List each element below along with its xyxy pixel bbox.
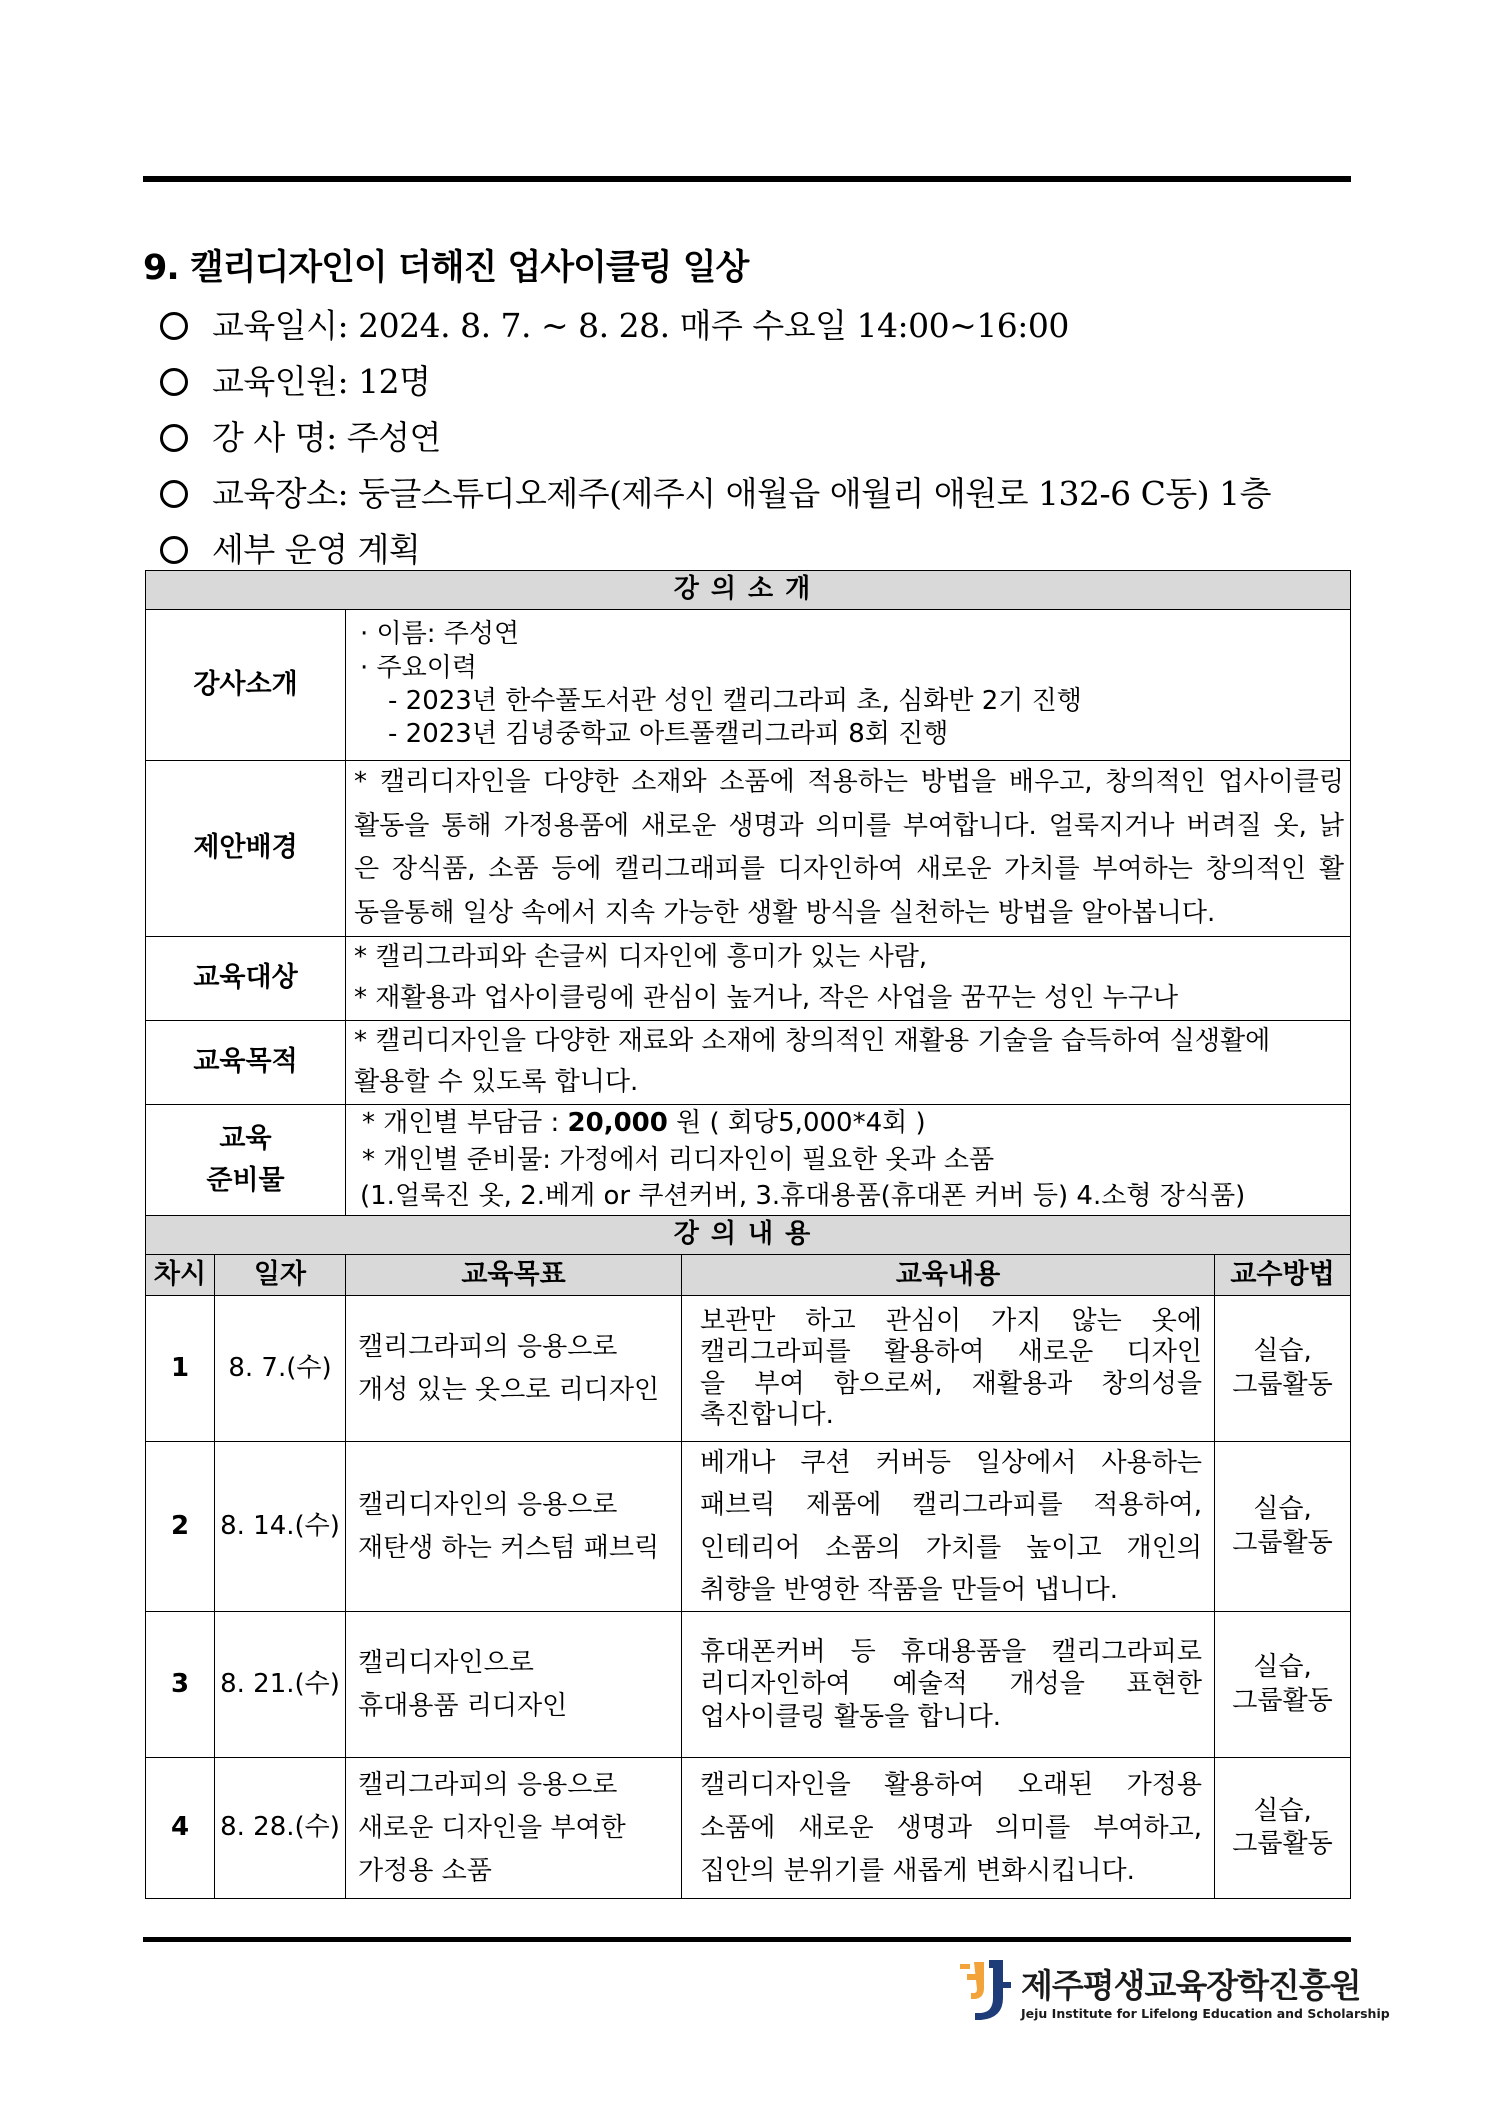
session-goal-line: 새로운 디자인을 부여한 [358,1812,626,1843]
session-content-line: 리디자인하여 예술적 개성을 표현한 [700,1669,1202,1700]
prep-line: (1.얼룩진 옷, 2.베게 or 쿠션커버, 3.휴대용품(휴대폰 커버 등) 4.소형 장식품) [360,1181,1246,1212]
footer-logo [957,1958,1390,2028]
session-goal-line: 캘리그라피의 응용으로 [358,1331,618,1362]
prep-label-line-2: 준비물 [206,1165,285,1197]
instructor-career-item: - 2023년 한수풀도서관 성인 캘리그라피 초, 심화반 2기 진행 [388,686,1082,716]
session-content-line: 캘리디자인을 활용하여 오래된 가정용 [700,1769,1202,1800]
col-method: 교수방법 [1215,1255,1351,1296]
background-line: 활동을 통해 가정용품에 새로운 생명과 의미를 부여합니다. 얼룩지거나 버려질 옷, 낡 [354,810,1345,841]
info-location-text: 교육장소: 둥글스튜디오제주(제주시 애월읍 애월리 애원로 132-6 C동) 1층 [212,474,1272,513]
instructor-label: 강사소개 [146,610,346,761]
bottom-rule [143,1937,1351,1942]
col-content: 교육내용 [682,1255,1215,1296]
background-line: 은 장식품, 소품 등에 캘리그래피를 디자인하여 새로운 가치를 부여하는 창의적인 활 [354,854,1345,885]
table-row [146,1758,1351,1899]
table-row [146,1612,1351,1758]
session-content-line: 을 부여 함으로써, 재활용과 창의성을 [700,1368,1202,1399]
prep-fee-prefix: * 개인별 부담금 : [362,1108,568,1139]
background-line: * 캘리디자인을 다양한 소재와 소품에 적용하는 방법을 배우고, 창의적인 업사이클링 [354,767,1345,797]
session-date: 8. 21.(수) [215,1612,346,1758]
intro-header: 강의소개 [146,571,1351,610]
target-body [346,936,1351,1020]
session-content [682,1758,1215,1899]
session-number: 1 [146,1296,215,1442]
plan-table [145,570,1351,1899]
prep-body [346,1105,1351,1216]
org-name-english: Jeju Institute for Lifelong Education and Scholarship [1021,2006,1390,2021]
session-goal [346,1296,682,1442]
session-method [1215,1296,1351,1442]
session-goal-line: 가정용 소품 [358,1855,492,1886]
prep-line: * 개인별 준비물: 가정에서 리디자인이 필요한 옷과 소품 [362,1144,995,1175]
session-method [1215,1612,1351,1758]
circle-bullet-icon [160,480,188,508]
info-schedule-text: 교육일시: 2024. 8. 7. ~ 8. 28. 매주 수요일 14:00~16:00 [212,306,1069,345]
session-content-line: 집안의 분위기를 새롭게 변화시킵니다. [700,1855,1135,1886]
col-date: 일자 [215,1255,346,1296]
session-content-line: 보관만 하고 관심이 가지 않는 옷에 [700,1306,1202,1337]
session-content-line: 촉진합니다. [700,1399,834,1430]
purpose-line: * 캘리디자인을 다양한 재료와 소재에 창의적인 재활용 기술을 습득하여 실생활에 [354,1025,1271,1056]
session-number: 4 [146,1758,215,1899]
session-content-line: 캘리그라피를 활용하여 새로운 디자인 [700,1337,1202,1368]
background-body [346,761,1351,937]
prep-fee-amount: 20,000 [567,1108,668,1139]
session-goal-line: 캘리디자인의 응용으로 [358,1489,618,1520]
prep-fee-line [360,1105,1344,1141]
session-date: 8. 7.(수) [215,1296,346,1442]
purpose-label: 교육목적 [146,1020,346,1104]
session-method [1215,1758,1351,1899]
session-content-line: 인테리어 소품의 가치를 높이고 개인의 [700,1532,1202,1563]
purpose-body [346,1020,1351,1104]
session-goal-line: 재탄생 하는 커스텀 패브릭 [358,1532,660,1563]
session-date: 8. 14.(수) [215,1442,346,1612]
info-instructor-text: 강 사 명: 주성연 [212,418,441,457]
session-goal [346,1758,682,1899]
session-content [682,1442,1215,1612]
session-content [682,1296,1215,1442]
session-method-line: 실습, [1253,1336,1312,1367]
background-label: 제안배경 [146,761,346,937]
info-plan [160,524,420,571]
prep-label-line-1: 교육 [219,1123,272,1155]
session-content-line: 취향을 반영한 작품을 만들어 냅니다. [700,1574,1119,1605]
background-line: 동을통해 일상 속에서 지속 가능한 생활 방식을 실천하는 방법을 알아봅니다. [354,898,1216,929]
session-date: 8. 28.(수) [215,1758,346,1899]
session-number: 3 [146,1612,215,1758]
prep-fee-suffix: 원 ( 회당5,000*4회 ) [667,1108,926,1139]
session-goal-line: 캘리디자인으로 [358,1647,534,1678]
instructor-body [346,610,1351,761]
col-session: 차시 [146,1255,215,1296]
target-label: 교육대상 [146,936,346,1020]
session-method-line: 실습, [1253,1795,1312,1826]
circle-bullet-icon [160,424,188,452]
session-content-line: 업사이클링 활동을 합니다. [700,1701,1002,1732]
circle-bullet-icon [160,312,188,340]
session-method-line: 실습, [1253,1652,1312,1683]
session-content-line: 패브릭 제품에 캘리그라피를 적용하여, [700,1490,1202,1521]
info-instructor [160,412,441,459]
session-goal [346,1442,682,1612]
session-content-line: 소품에 새로운 생명과 의미를 부여하고, [700,1812,1202,1843]
table-row [146,1442,1351,1612]
session-number: 2 [146,1442,215,1612]
circle-bullet-icon [160,368,188,396]
jeju-institute-logo-icon [957,1958,1015,2024]
session-goal-line: 휴대용품 리디자인 [358,1690,568,1721]
purpose-line: 활용할 수 있도록 합니다. [354,1067,639,1098]
session-goal-line: 개성 있는 옷으로 리디자인 [358,1374,660,1405]
info-location [160,468,1271,515]
content-header: 강의내용 [146,1216,1351,1255]
info-headcount-text: 교육인원: 12명 [212,362,431,401]
section-title: 9. 캘리디자인이 더해진 업사이클링 일상 [143,248,749,288]
session-method-line: 그룹활동 [1232,1369,1333,1400]
org-name: 제주평생교육장학진흥원 [1021,1966,1361,2005]
col-goal: 교육목표 [346,1255,682,1296]
session-content-line: 휴대폰커버 등 휴대용품을 캘리그라피로 [700,1636,1202,1667]
prep-label [146,1105,346,1216]
session-method-line: 그룹활동 [1232,1829,1333,1860]
session-method [1215,1442,1351,1612]
target-line: * 캘리그라피와 손글씨 디자인에 흥미가 있는 사람, [354,941,928,972]
info-headcount [160,356,431,403]
session-goal [346,1612,682,1758]
info-schedule [160,300,1069,347]
session-method-line: 그룹활동 [1232,1685,1333,1716]
table-row [146,1296,1351,1442]
instructor-line: · 이름: 주성연 [360,619,520,650]
session-content-line: 베개나 쿠션 커버등 일상에서 사용하는 [700,1448,1202,1479]
circle-bullet-icon [160,536,188,564]
instructor-line: · 주요이력 [360,652,477,683]
session-content [682,1612,1215,1758]
info-plan-text: 세부 운영 계획 [212,530,421,569]
session-method-line: 실습, [1253,1494,1312,1525]
top-rule [143,176,1351,182]
target-line: * 재활용과 업사이클링에 관심이 높거나, 작은 사업을 꿈꾸는 성인 누구나 [354,983,1179,1014]
instructor-career-item: - 2023년 김녕중학교 아트풀캘리그라피 8회 진행 [388,719,949,750]
session-goal-line: 캘리그라피의 응용으로 [358,1769,618,1800]
session-method-line: 그룹활동 [1232,1527,1333,1558]
